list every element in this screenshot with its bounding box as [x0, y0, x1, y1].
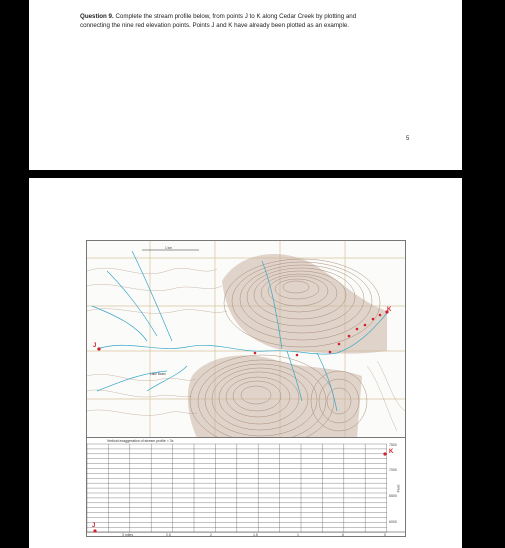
page-number: 5	[406, 136, 410, 142]
lake-label: Lake Basin	[150, 372, 166, 376]
x-tick-2-5: 2.5	[166, 533, 171, 537]
question-line-1: Complete the stream profile below, from points J to K along Cedar Creek by plotting and	[115, 13, 357, 20]
x-tick-0: 0	[384, 533, 386, 537]
question-line-2: connecting the nine red elevation points. Points J and K have already been plotted as an example.	[80, 22, 349, 29]
x-tick-1-5: 1.5	[253, 533, 258, 537]
y-axis-title: Feet	[395, 484, 401, 493]
y-tick-6500: 6500	[389, 494, 397, 498]
topographic-map	[86, 240, 406, 439]
x-tick-3-miles: 3 miles	[122, 533, 134, 537]
scale-label: 1 km	[165, 246, 172, 250]
y-tick-6000: 6000	[389, 520, 397, 524]
stream-profile-grid	[86, 437, 406, 537]
question-number: Question 9.	[80, 13, 114, 20]
question-text	[80, 12, 420, 30]
profile-point-k-label: K	[389, 449, 394, 455]
profile-point-j-label: J	[92, 523, 96, 529]
x-tick-2: 2	[210, 533, 212, 537]
y-tick-7000: 7000	[389, 468, 397, 472]
map-point-j-label: J	[93, 343, 97, 349]
map-point-k-label: K	[387, 307, 392, 313]
y-tick-7500: 7500	[389, 443, 397, 447]
x-tick-0-5: .5	[341, 533, 344, 537]
x-tick-1: 1	[297, 533, 299, 537]
vertical-exaggeration-caption: Vertical exaggeration of stream profile = 3x	[107, 439, 174, 443]
